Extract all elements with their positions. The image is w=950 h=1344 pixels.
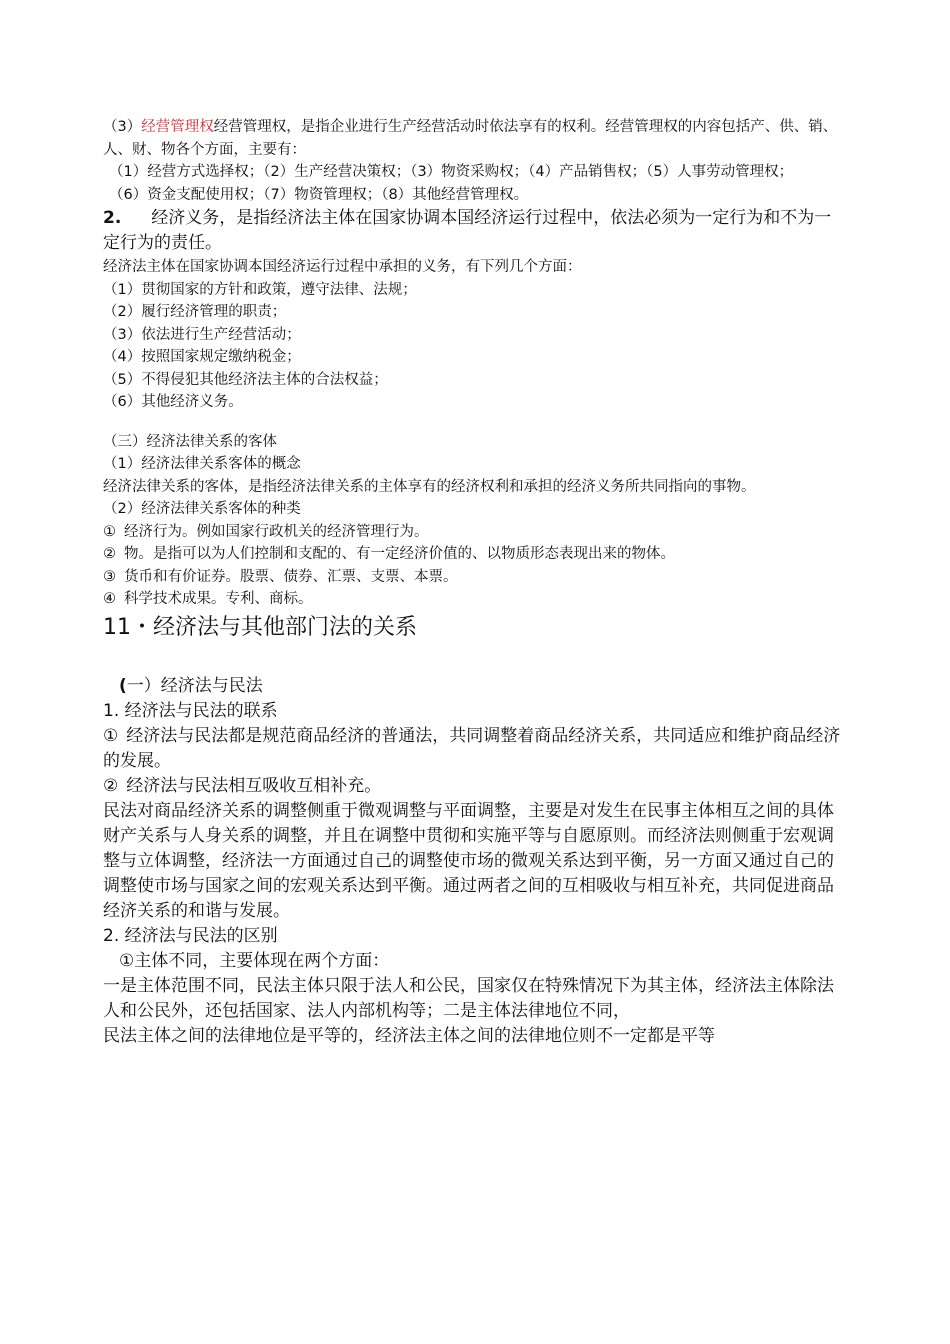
highlighted-term: 经营管理权 — [141, 119, 214, 135]
paragraph-text: 一是主体范围不同，民法主体只限于法人和公民，国家仅在特殊情况下为其主体，经济法主体除法人和公民外，还包括国家、法人内部机构等；二是主体法律地位不同， — [103, 975, 834, 1021]
chapter-heading: 11・经济法与其他部门法的关系 — [103, 614, 417, 640]
subsection-title: 1. 经济法与民法的联系 — [103, 700, 278, 721]
duty-item: （1）贯彻国家的方针和政策，遵守法律、法规； — [103, 281, 417, 298]
section-title-object: （三）经济法律关系的客体 — [103, 433, 277, 450]
object-type-item: ② 物。是指可以为人们控制和支配的、有一定经济价值的、以物质形态表现出来的物体。 — [103, 543, 843, 566]
circled-number: ① — [103, 725, 119, 746]
document-page — [103, 116, 843, 1049]
paragraph-text: 民法对商品经济关系的调整侧重于微观调整与平面调整，主要是对发生在民事主体相互之间的具体财产关系与人身关系的调整，并且在调整中贯彻和实施平等与自愿原则。而经济法则侧重于宏观调整与立体调整，经济法一方面通过自己的调整使市场的微观关系达到平衡，另一方面又通过自己的调整使市场与国家之间的宏观关系达到平衡。通过两者之间的互相吸收与相互补充，共同促进商品经济关系的和谐与发展。 — [103, 800, 834, 921]
link-item: ① 经济法与民法都是规范商品经济的普通法，共同调整着商品经济关系，共同适应和维护商品经济的发展。 — [103, 725, 841, 771]
object-type-item: ③ 货币和有价证券。股票、债券、汇票、支票、本票。 — [103, 566, 843, 589]
object-type-item: ④ 科学技术成果。专利、商标。 — [103, 588, 843, 611]
rights-list-2: （6）资金支配使用权；（7）物资管理权；（8）其他经营管理权。 — [109, 186, 529, 203]
item-number: 2. — [103, 208, 122, 228]
duty-item: （3）依法进行生产经营活动； — [103, 326, 301, 343]
subsection-title: （1）经济法律关系客体的概念 — [103, 456, 301, 472]
section-title-civil-law: (一）经济法与民法 — [119, 675, 263, 696]
circled-number: ① — [103, 523, 116, 540]
duty-item: （6）其他经济义务。 — [103, 394, 243, 410]
difference-item: ①主体不同，主要体现在两个方面： — [119, 950, 390, 971]
paragraph-text: 经济义务，是指经济法主体在国家协调本国经济运行过程中，依法必须为一定行为和不为一定行为的责任。 — [103, 208, 832, 253]
circled-number: ③ — [103, 568, 116, 585]
circled-number: ② — [103, 775, 119, 796]
duty-item: （4）按照国家规定缴纳税金； — [103, 349, 301, 365]
subsection-title: （2）经济法律关系客体的种类 — [103, 501, 301, 517]
paragraph-economic-duty — [103, 206, 843, 256]
duty-item: （2）履行经济管理的职责； — [103, 304, 287, 320]
circled-number: ① — [119, 950, 135, 971]
duty-item: （5）不得侵犯其他经济法主体的合法权益； — [103, 371, 388, 388]
link-item: ② 经济法与民法相互吸收互相补充。 — [103, 774, 843, 799]
paragraph-text: 民法主体之间的法律地位是平等的，经济法主体之间的法律地位则不一定都是平等 — [103, 1025, 715, 1046]
circled-number: ④ — [103, 591, 116, 607]
paragraph-text: 经济法律关系的客体，是指经济法律关系的主体享有的经济权利和承担的经济义务所共同指向的事物。 — [103, 478, 756, 495]
paragraph-text: 经营管理权，是指企业进行生产经营活动时依法享有的权利。经营管理权的内容包括产、供、销、人、财、物各个方面，主要有： — [103, 119, 838, 158]
paragraph-management-right — [103, 116, 843, 161]
duties-intro: 经济法主体在国家协调本国经济运行过程中承担的义务，有下列几个方面： — [103, 259, 582, 275]
circled-number: ② — [103, 546, 116, 562]
item-number: （3） — [103, 119, 142, 135]
object-type-item: ① 经济行为。例如国家行政机关的经济管理行为。 — [103, 521, 843, 544]
rights-list-1: （1）经营方式选择权；（2）生产经营决策权；（3）物资采购权；（4）产品销售权；（5）人事劳动管理权； — [109, 164, 794, 180]
subsection-title: 2. 经济法与民法的区别 — [103, 925, 278, 946]
